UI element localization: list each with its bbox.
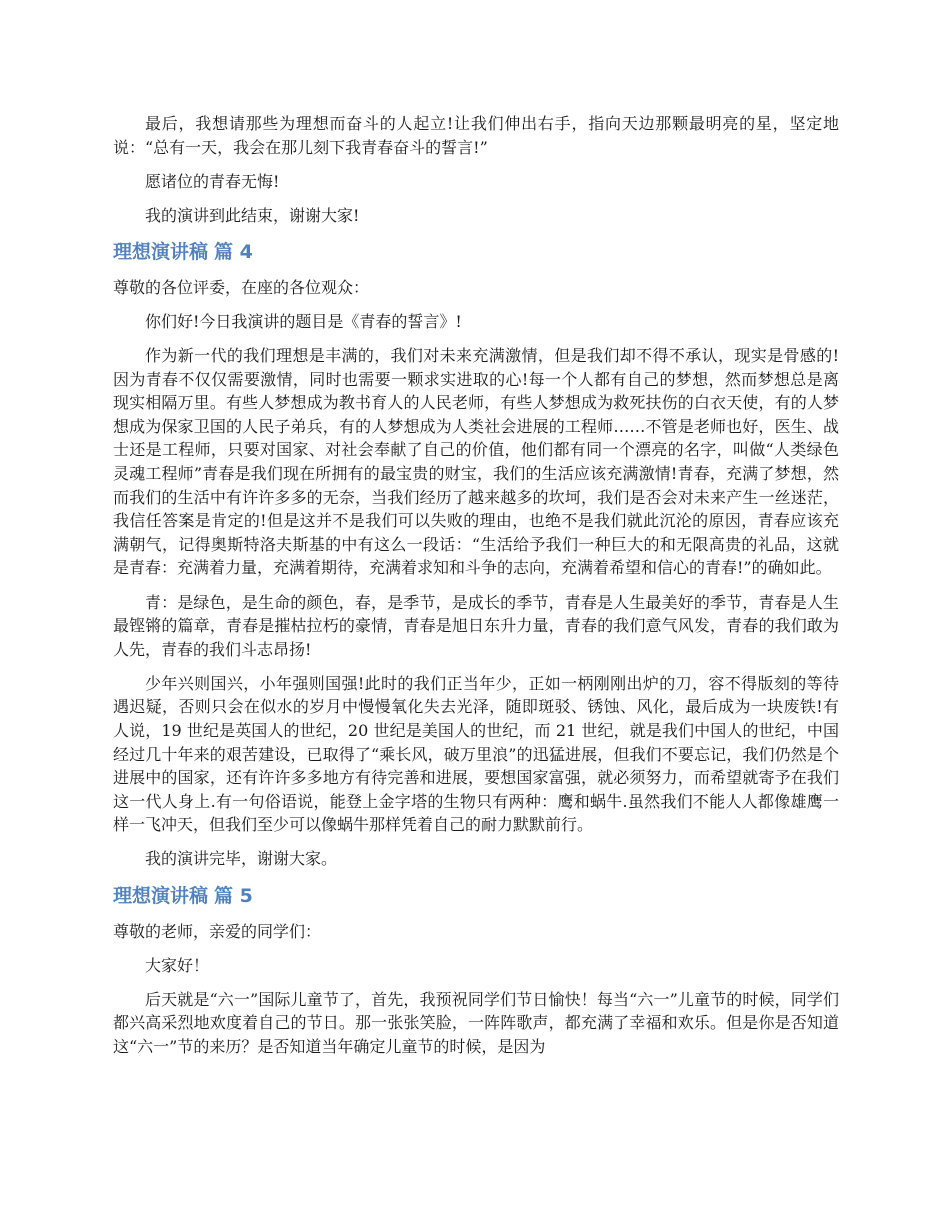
paragraph: 后天就是“六一”国际儿童节了，首先，我预祝同学们节日愉快！每当“六一”儿童节的时候，同学们都兴高采烈地欢度着自己的节日。那一张张笑脸，一阵阵歌声，都充满了幸福和欢乐。但是你是否知道这“六一”节的来历？是否知道当年确定儿童节的时候，是因为: [113, 989, 839, 1056]
paragraph: 你们好!今日我演讲的题目是《青春的誓言》!: [145, 311, 462, 331]
section-heading-number: 篇 4: [214, 240, 253, 263]
paragraph: 少年兴则国兴，小年强则国强!此时的我们正当年少，正如一柄刚刚出炉的刀，容不得版刻的等待遇迟疑，否则只会在似水的岁月中慢慢氧化失去光泽，随即斑驳、锈蚀、风化，最后成为一块废铁!有人说，19 世纪是英国人的世纪，20 世纪是美国人的世纪，而 21 世纪，就是我们中国人的世纪，中国经过几十年来的艰苦建设，已取得了“乘长风，破万里浪”的迅猛进展，但我们不要忘记，我们仍然是个进展中的国家，还有许许多多地方有待完善和进展，要想国家富强，就必须努力，而希望就寄予在我们这一代人身上.有一句俗语说，能登上金字塔的生物只有两种：鹰和蜗牛.虽然我们不能人人都像雄鹰一样一飞冲天，但我们至少可以像蜗牛那样凭着自己的耐力默默前行。: [113, 673, 839, 835]
paragraph: 青：是绿色，是生命的颜色，春，是季节，是成长的季节，青春是人生最美好的季节，青春是人生最铿锵的篇章，青春是摧枯拉朽的豪情，青春是旭日东升力量，青春的我们意气风发，青春的我们敢为人先，青春的我们斗志昂扬!: [113, 592, 839, 659]
paragraph: 最后，我想请那些为理想而奋斗的人起立!让我们伸出右手，指向天边那颗最明亮的星，坚定地说：“总有一天，我会在那儿刻下我青春奋斗的誓言!”: [113, 114, 839, 157]
paragraph: 大家好！: [145, 955, 210, 975]
paragraph: 作为新一代的我们理想是丰满的，我们对未来充满激情，但是我们却不得不承认，现实是骨感的!因为青春不仅仅需要激情，同时也需要一颗求实进取的心!每一个人都有自己的梦想，然而梦想总是离现实相隔万里。有些人梦想成为教书育人的人民老师，有些人梦想成为救死扶伤的白衣天使，有的人梦想成为保家卫国的人民子弟兵，有的人梦想成为人类社会进展的工程师……不管是老师也好，医生、战士还是工程师，只要对国家、对社会奉献了自己的价值，他们都有同一个漂亮的名字，叫做“人类绿色灵魂工程师”青春是我们现在所拥有的最宝贵的财宝，我们的生活应该充满激情!青春，充满了梦想，然而我们的生活中有许许多多的无奈，当我们经历了越来越多的坎坷，我们是否会对未来产生一丝迷茫，我信任答案是肯定的!但是这并不是我们可以失败的理由，也绝不是我们就此沉沦的原因，青春应该充满朝气，记得奥斯特洛夫斯基的中有这么一段话：“生活给予我们一种巨大的和无限高贵的礼品，这就是青春：充满着力量，充满着期待，充满着求知和斗争的志向，充满着希望和信心的青春!”的确如此。: [113, 346, 839, 578]
paragraph: 愿诸位的青春无悔!: [145, 171, 280, 191]
paragraph: 我的演讲到此结束，谢谢大家!: [145, 205, 360, 225]
section-heading-title: 理想演讲稿: [113, 884, 209, 907]
section-heading-number: 篇 5: [214, 884, 253, 907]
section-heading: [113, 882, 839, 910]
section-heading-title: 理想演讲稿: [113, 240, 209, 263]
document-body: [113, 112, 839, 1069]
section-heading: [113, 238, 839, 266]
salutation: 尊敬的各位评委，在座的各位观众：: [113, 277, 370, 297]
salutation: 尊敬的老师，亲爱的同学们：: [113, 921, 322, 941]
paragraph: 我的演讲完毕，谢谢大家。: [145, 849, 338, 869]
